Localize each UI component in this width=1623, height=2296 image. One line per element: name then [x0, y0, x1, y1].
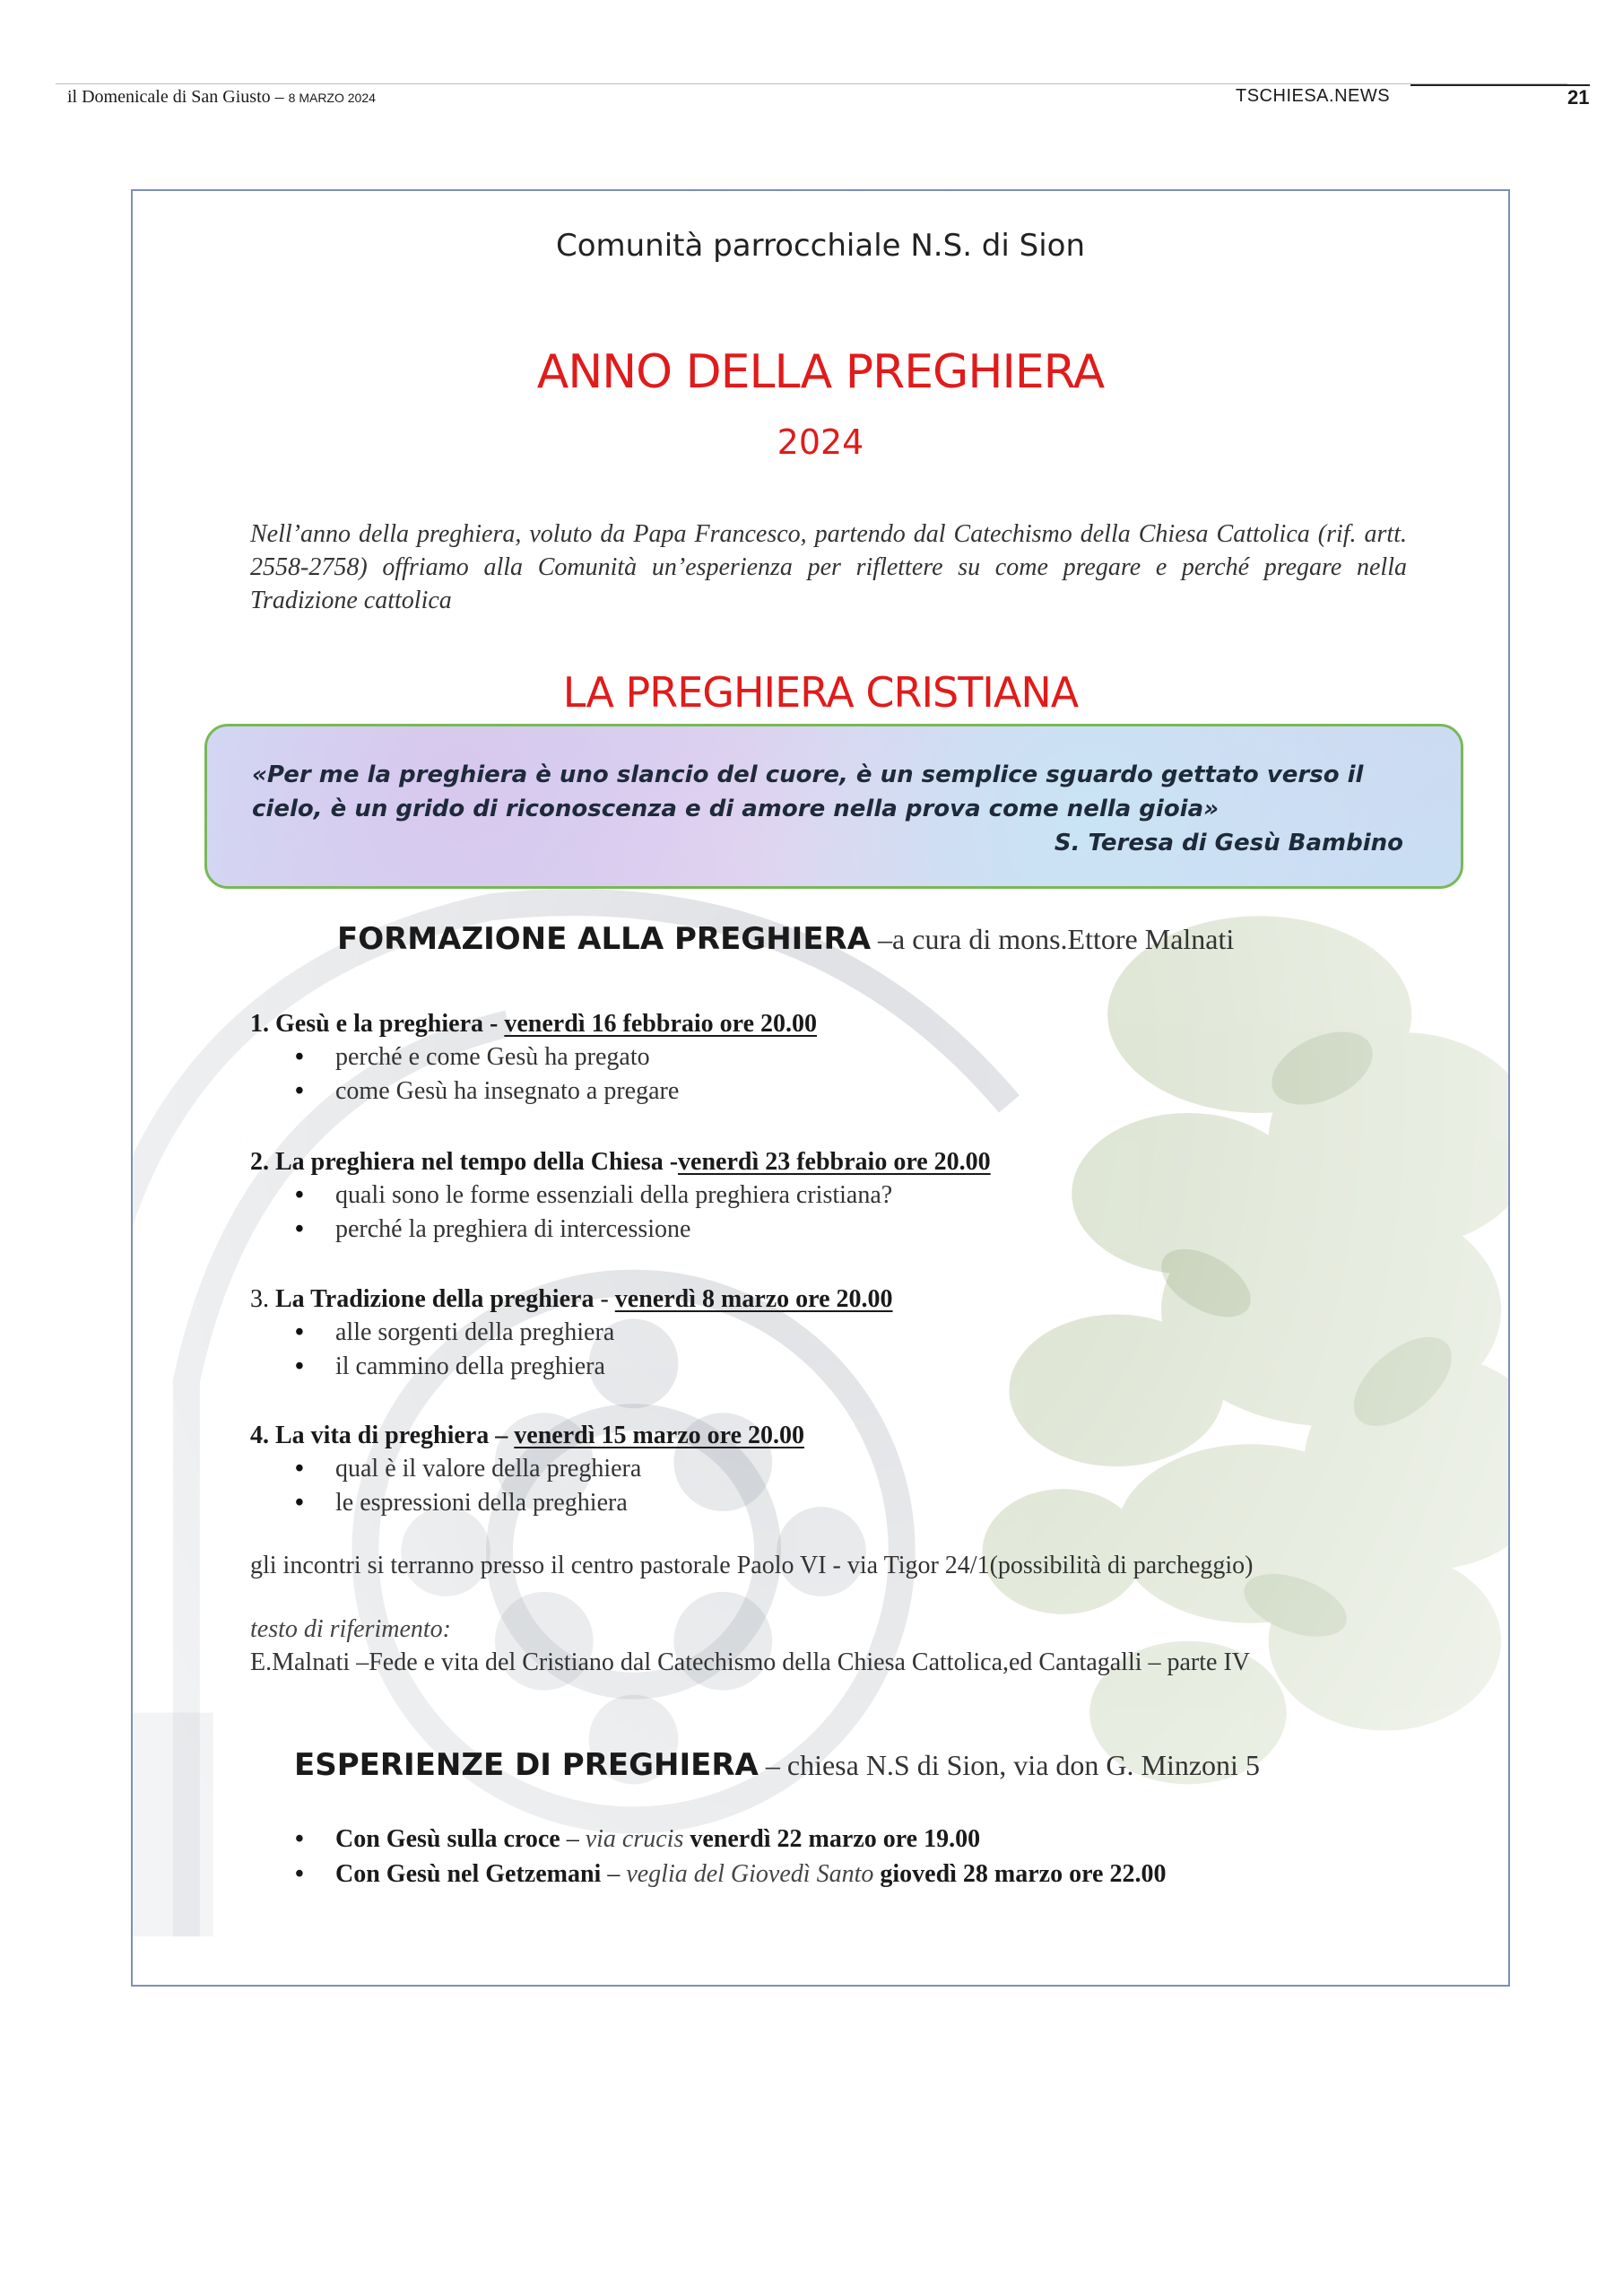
parish-name: Comunità parrocchiale N.S. di Sion — [555, 228, 1086, 264]
formation-heading — [337, 921, 1234, 957]
item-label: 2. La preghiera nel tempo della Chiesa - — [250, 1148, 679, 1176]
item-date: venerdì 23 febbraio ore 20.00 — [678, 1148, 991, 1176]
publication-date: 8 MARZO 2024 — [288, 91, 376, 105]
list-item-text: perché la preghiera di intercessione — [335, 1215, 691, 1243]
list-item: • qual è il valore della preghiera — [295, 1455, 642, 1483]
header-top-rule — [56, 83, 1567, 84]
list-item: • il cammino della preghiera — [295, 1352, 605, 1380]
list-item-text: il cammino della preghiera — [335, 1352, 605, 1380]
item-date: venerdì 16 febbraio ore 20.00 — [504, 1010, 818, 1038]
item-date: venerdì 15 marzo ore 20.00 — [514, 1422, 805, 1449]
experiences-heading — [294, 1747, 1260, 1783]
title-year: 2024 — [777, 422, 864, 462]
reference-label: testo di riferimento: — [250, 1615, 451, 1643]
quote-text: «Per me la preghiera è uno slancio del cuore, è un semplice sguardo gettato verso il cielo, è un grido di riconoscenza e di amore nella prova come nella gioia» — [252, 761, 1364, 822]
publication-line — [67, 87, 376, 108]
list-item: • Con Gesù sulla croce – via crucis venerdì 22 marzo ore 19.00 — [295, 1825, 981, 1853]
list-item-text: come Gesù ha insegnato a pregare — [335, 1077, 680, 1105]
formation-curator: –a cura di mons.Ettore Malnati — [871, 923, 1235, 955]
experience-type: via crucis — [585, 1825, 684, 1853]
formation-item-title — [250, 1148, 991, 1177]
quote-author: S. Teresa di Gesù Bambino — [1054, 830, 1403, 857]
experience-dash: – — [601, 1860, 627, 1888]
item-label: 4. La vita di preghiera – — [250, 1422, 515, 1449]
list-item-text: qual è il valore della preghiera — [335, 1455, 642, 1483]
item-date: venerdì 8 marzo ore 20.00 — [614, 1285, 893, 1313]
list-item: • le espressioni della preghiera — [295, 1489, 628, 1517]
experience-name: Con Gesù nel Getzemani — [335, 1860, 602, 1888]
list-item: • come Gesù ha insegnato a pregare — [295, 1077, 680, 1105]
item-separator: - — [594, 1285, 615, 1313]
experience-dash: – — [560, 1825, 586, 1853]
site-name[interactable]: TSCHIESA.NEWS — [1236, 86, 1391, 106]
flyer — [131, 189, 1510, 1987]
main-title: ANNO DELLA PREGHIERA — [536, 345, 1105, 399]
item-label: La Tradizione della preghiera — [275, 1285, 595, 1313]
reference-text: E.Malnati –Fede e vita del Cristiano dal Catechismo della Chiesa Cattolica,ed Cantagalli – parte IV — [250, 1648, 1251, 1676]
experience-when: venerdì 22 marzo ore 19.00 — [683, 1825, 981, 1853]
list-item-text: quali sono le forme essenziali della preghiera cristiana? — [335, 1181, 893, 1209]
page-number: 21 — [1567, 86, 1590, 109]
section-subtitle: LA PREGHIERA CRISTIANA — [562, 668, 1079, 717]
list-item: • quali sono le forme essenziali della preghiera cristiana? — [295, 1181, 893, 1209]
publication-name: il Domenicale di San Giusto – — [67, 87, 284, 107]
item-number: 3. — [250, 1285, 275, 1313]
formation-item-title — [250, 1010, 817, 1039]
formation-item-title — [250, 1422, 804, 1450]
experience-when: giovedì 28 marzo ore 22.00 — [873, 1860, 1167, 1888]
intro-paragraph: Nell’anno della preghiera, voluto da Papa Francesco, partendo dal Catechismo della Chiesa Cattolica (rif. artt. 2558-2758) offriamo alla Comunità un’esperienza per riflettere su come pregare e perché pregare nella Tradizione cattolica — [250, 520, 1407, 614]
formation-title: FORMAZIONE ALLA PREGHIERA — [337, 921, 872, 957]
quote-box — [204, 724, 1463, 889]
list-item: • perché e come Gesù ha pregato — [295, 1043, 650, 1071]
item-label: 1. Gesù e la preghiera - — [250, 1010, 505, 1038]
list-item: • alle sorgenti della preghiera — [295, 1318, 615, 1346]
list-item: • perché la preghiera di intercessione — [295, 1215, 691, 1243]
header-page-rule — [1410, 84, 1590, 86]
experience-name: Con Gesù sulla croce — [335, 1825, 560, 1853]
venue-note: gli incontri si terranno presso il centro pastorale Paolo VI - via Tigor 24/1(possibilità di parcheggio) — [250, 1552, 1254, 1579]
list-item: • Con Gesù nel Getzemani – veglia del Giovedì Santo giovedì 28 marzo ore 22.00 — [295, 1860, 1167, 1888]
experiences-location: – chiesa N.S di Sion, via don G. Minzoni 5 — [758, 1749, 1260, 1781]
experience-type: veglia del Giovedì Santo — [626, 1860, 874, 1888]
list-item-text: alle sorgenti della preghiera — [335, 1318, 615, 1346]
formation-item-title — [250, 1285, 893, 1314]
list-item-text: le espressioni della preghiera — [335, 1489, 628, 1517]
list-item-text: perché e come Gesù ha pregato — [335, 1043, 650, 1071]
experiences-title: ESPERIENZE DI PREGHIERA — [294, 1747, 759, 1783]
